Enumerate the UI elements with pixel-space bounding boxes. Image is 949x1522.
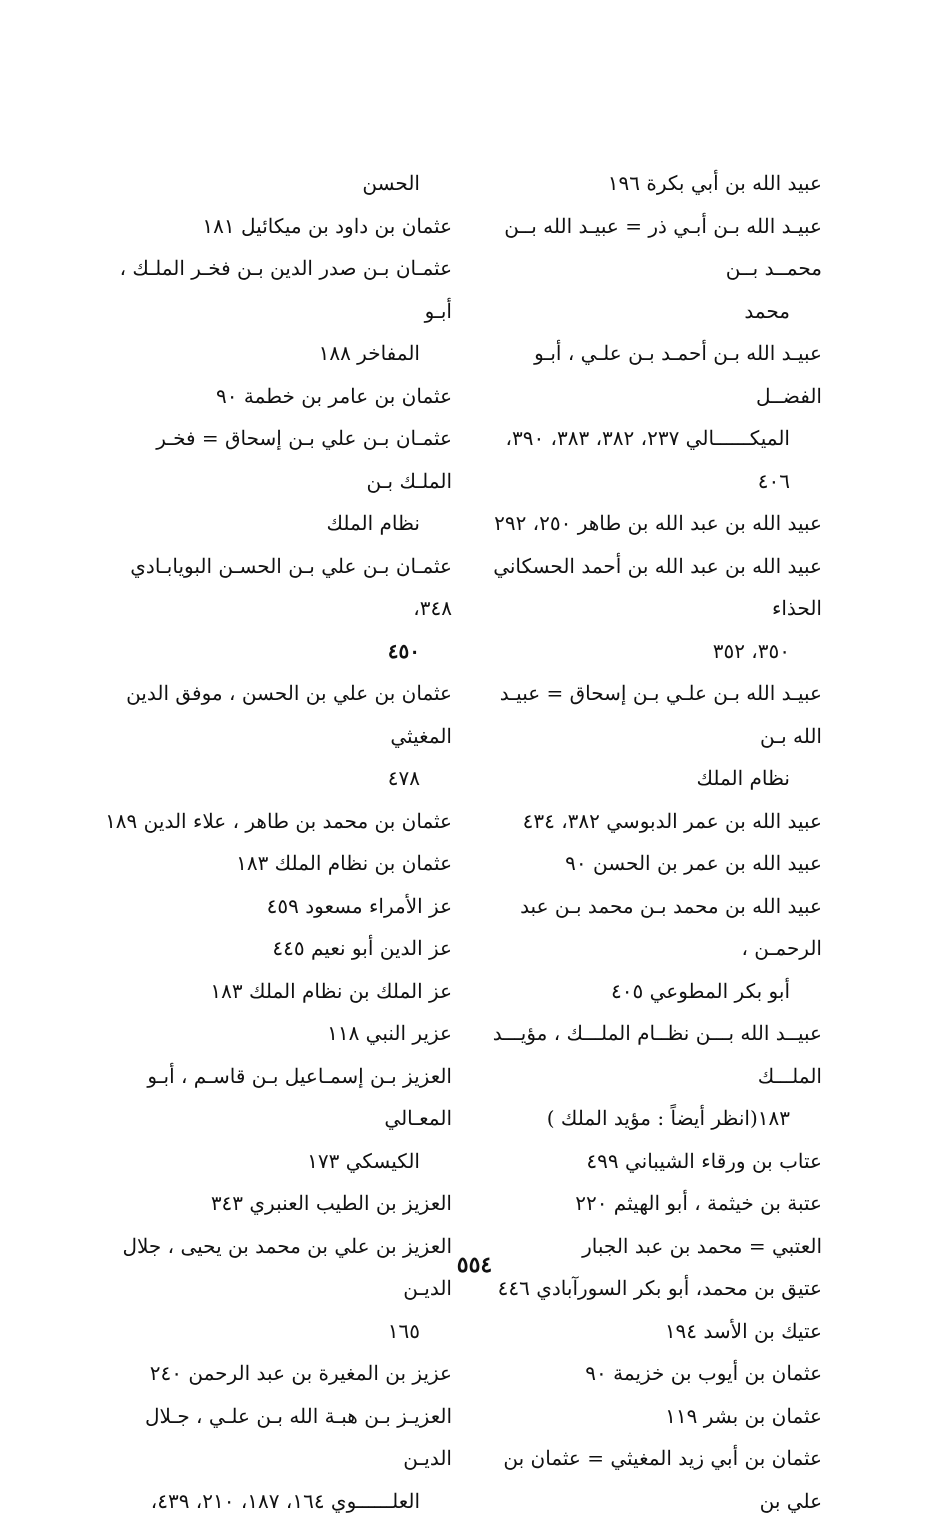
index-entry bbox=[102, 970, 452, 1013]
entry-text: عثمان بن داود بن ميكائيل ١٨١ bbox=[202, 214, 452, 238]
index-entry bbox=[472, 1182, 822, 1225]
index-entry bbox=[472, 502, 822, 545]
entry-text: عزير النبي ١١٨ bbox=[327, 1021, 452, 1045]
index-entry bbox=[472, 205, 822, 333]
entry-text: عثمان بن أبي زيد المغيثي = عثمان بن علي بن bbox=[503, 1446, 822, 1513]
entry-continuation: أبو بكر المطوعي ٤٠٥ bbox=[472, 970, 822, 1013]
entry-continuation: ٣٥٠، ٣٥٢ bbox=[472, 630, 822, 673]
entry-continuation: المفاخر ١٨٨ bbox=[102, 332, 452, 375]
index-entry bbox=[472, 545, 822, 673]
entry-text: عبيد الله بن عبد الله بن أحمد الحسكاني الحذاء bbox=[493, 554, 822, 621]
entry-text: عز الملك بن نظام الملك ١٨٣ bbox=[210, 979, 452, 1003]
index-entry bbox=[102, 375, 452, 418]
entry-text: عزيز بن المغيرة بن عبد الرحمن ٢٤٠ bbox=[150, 1361, 452, 1385]
index-entry bbox=[472, 1140, 822, 1183]
entry-text: عز الدين أبو نعيم ٤٤٥ bbox=[272, 936, 452, 960]
index-entry bbox=[472, 800, 822, 843]
entry-continuation: ١٨٣(انظر أيضاً : مؤيد الملك ) bbox=[472, 1097, 822, 1140]
index-entry bbox=[102, 1352, 452, 1395]
index-entry bbox=[102, 800, 452, 843]
entry-text: عبيــد الله بـــن نظــام الملـــك ، مؤيـــد الملـــك bbox=[493, 1021, 822, 1088]
index-entry bbox=[472, 1395, 822, 1438]
index-entry bbox=[102, 1055, 452, 1183]
entry-continuation: نظام الملك bbox=[102, 502, 452, 545]
index-entry bbox=[472, 332, 822, 502]
entry-text: العزيز بن علي بن محمد بن يحيى ، جلال الديـن bbox=[122, 1234, 452, 1301]
entry-continuation: ١٦٥ bbox=[102, 1310, 452, 1353]
entry-continuation: العلــــــوي ١٦٤، ١٨٧، ٢١٠، ٤٣٩، bbox=[102, 1480, 452, 1522]
index-entry bbox=[102, 885, 452, 928]
entry-text: عبيـد الله بـن علـي بـن إسحاق = عبيـد الله بـن bbox=[500, 681, 822, 748]
index-entry bbox=[102, 1225, 452, 1353]
entry-text: العزيـز بـن هبـة الله بـن علـي ، جـلال الديـن bbox=[145, 1404, 452, 1471]
entry-text: عثمان بن عامر بن خطمة ٩٠ bbox=[216, 384, 452, 408]
index-entry bbox=[472, 1352, 822, 1395]
entry-text: عتبة بن خيثمة ، أبو الهيثم ٢٢٠ bbox=[575, 1191, 822, 1215]
index-entry bbox=[472, 885, 822, 1013]
entry-text: عثمان بن نظام الملك ١٨٣ bbox=[236, 851, 452, 875]
entry-continuation: نظام الملك bbox=[472, 757, 822, 800]
entry-text: عتيك بن الأسد ١٩٤ bbox=[665, 1319, 822, 1343]
index-entry bbox=[102, 672, 452, 800]
entry-continuation: الميكــــــالي ٢٣٧، ٣٨٢، ٣٨٣، ٣٩٠، ٤٠٦ bbox=[472, 417, 822, 502]
index-entry bbox=[102, 247, 452, 375]
index-entry bbox=[102, 162, 452, 205]
entry-text: العزيز بن الطيب العنبري ٣٤٣ bbox=[211, 1191, 452, 1215]
entry-text: العزيز بـن إسمـاعيل بـن قاسـم ، أبـو المعـالي bbox=[147, 1064, 452, 1131]
entry-text: عبيد الله بن محمد بـن محمد بـن عبد الرحمـن ، bbox=[520, 894, 822, 961]
entry-text: عز الأمراء مسعود ٤٥٩ bbox=[267, 894, 452, 918]
index-entry bbox=[472, 842, 822, 885]
entry-text: عتاب بن ورقاء الشيباني ٤٩٩ bbox=[586, 1149, 822, 1173]
entry-text: عثمان بن أيوب بن خزيمة ٩٠ bbox=[585, 1361, 822, 1385]
entry-text: عثمـان بـن صدر الدين بـن فخـر الملـك ، أبـو bbox=[120, 256, 452, 323]
index-entry bbox=[472, 162, 822, 205]
entry-continuation: محمد bbox=[472, 290, 822, 333]
index-entry bbox=[102, 1395, 452, 1522]
index-entry bbox=[102, 1182, 452, 1225]
entry-text: عبيد الله بن عمر بن الحسن ٩٠ bbox=[565, 851, 822, 875]
entry-continuation: الحسن bbox=[102, 162, 452, 205]
entry-text: عتيق بن محمد، أبو بكر السورآبادي ٤٤٦ bbox=[498, 1276, 822, 1300]
index-entry bbox=[102, 927, 452, 970]
entry-text: عبيـد الله بـن أبـي ذر = عبيـد الله بــن محمــد بــن bbox=[504, 214, 822, 281]
entry-continuation: الكيسكي ١٧٣ bbox=[102, 1140, 452, 1183]
entry-text: عثمـان بـن علي بـن الحسـن البويابـادي ٣٤٨، bbox=[130, 554, 452, 621]
index-entry bbox=[472, 1012, 822, 1140]
entry-text: عثمان بن محمد بن طاهر ، علاء الدين ١٨٩ bbox=[105, 809, 452, 833]
entry-text: العتبي = محمد بن عبد الجبار bbox=[582, 1234, 822, 1258]
entry-text: عثمـان بـن علي بـن إسحاق = فخـر الملـك بـن bbox=[156, 426, 452, 493]
entry-continuation: ٤٥٠ bbox=[102, 630, 452, 673]
index-entry bbox=[102, 1012, 452, 1055]
index-entry bbox=[472, 1437, 822, 1522]
index-entry bbox=[102, 545, 452, 673]
entry-text: عبيد الله بن أبي بكرة ١٩٦ bbox=[608, 171, 822, 195]
entry-text: عبيـد الله بـن أحمـد بـن علـي ، أبـو الفضــل bbox=[534, 341, 822, 408]
page-number: ٥٥٤ bbox=[0, 1252, 949, 1278]
index-entry bbox=[102, 417, 452, 545]
entry-continuation: ٤٧٨ bbox=[102, 757, 452, 800]
entry-text: عبيد الله بن عبد الله بن طاهر ٢٥٠، ٢٩٢ bbox=[494, 511, 822, 535]
index-column-right bbox=[472, 162, 822, 1522]
entry-text: عثمان بن بشر ١١٩ bbox=[665, 1404, 822, 1428]
index-entry bbox=[102, 205, 452, 248]
entry-text: عبيد الله بن عمر الدبوسي ٣٨٢، ٤٣٤ bbox=[523, 809, 822, 833]
index-entry bbox=[102, 842, 452, 885]
index-entry bbox=[472, 1310, 822, 1353]
index-column-left bbox=[102, 162, 452, 1522]
entry-text: عثمان بن علي بن الحسن ، موفق الدين المغيثي bbox=[126, 681, 452, 748]
index-entry bbox=[472, 672, 822, 800]
